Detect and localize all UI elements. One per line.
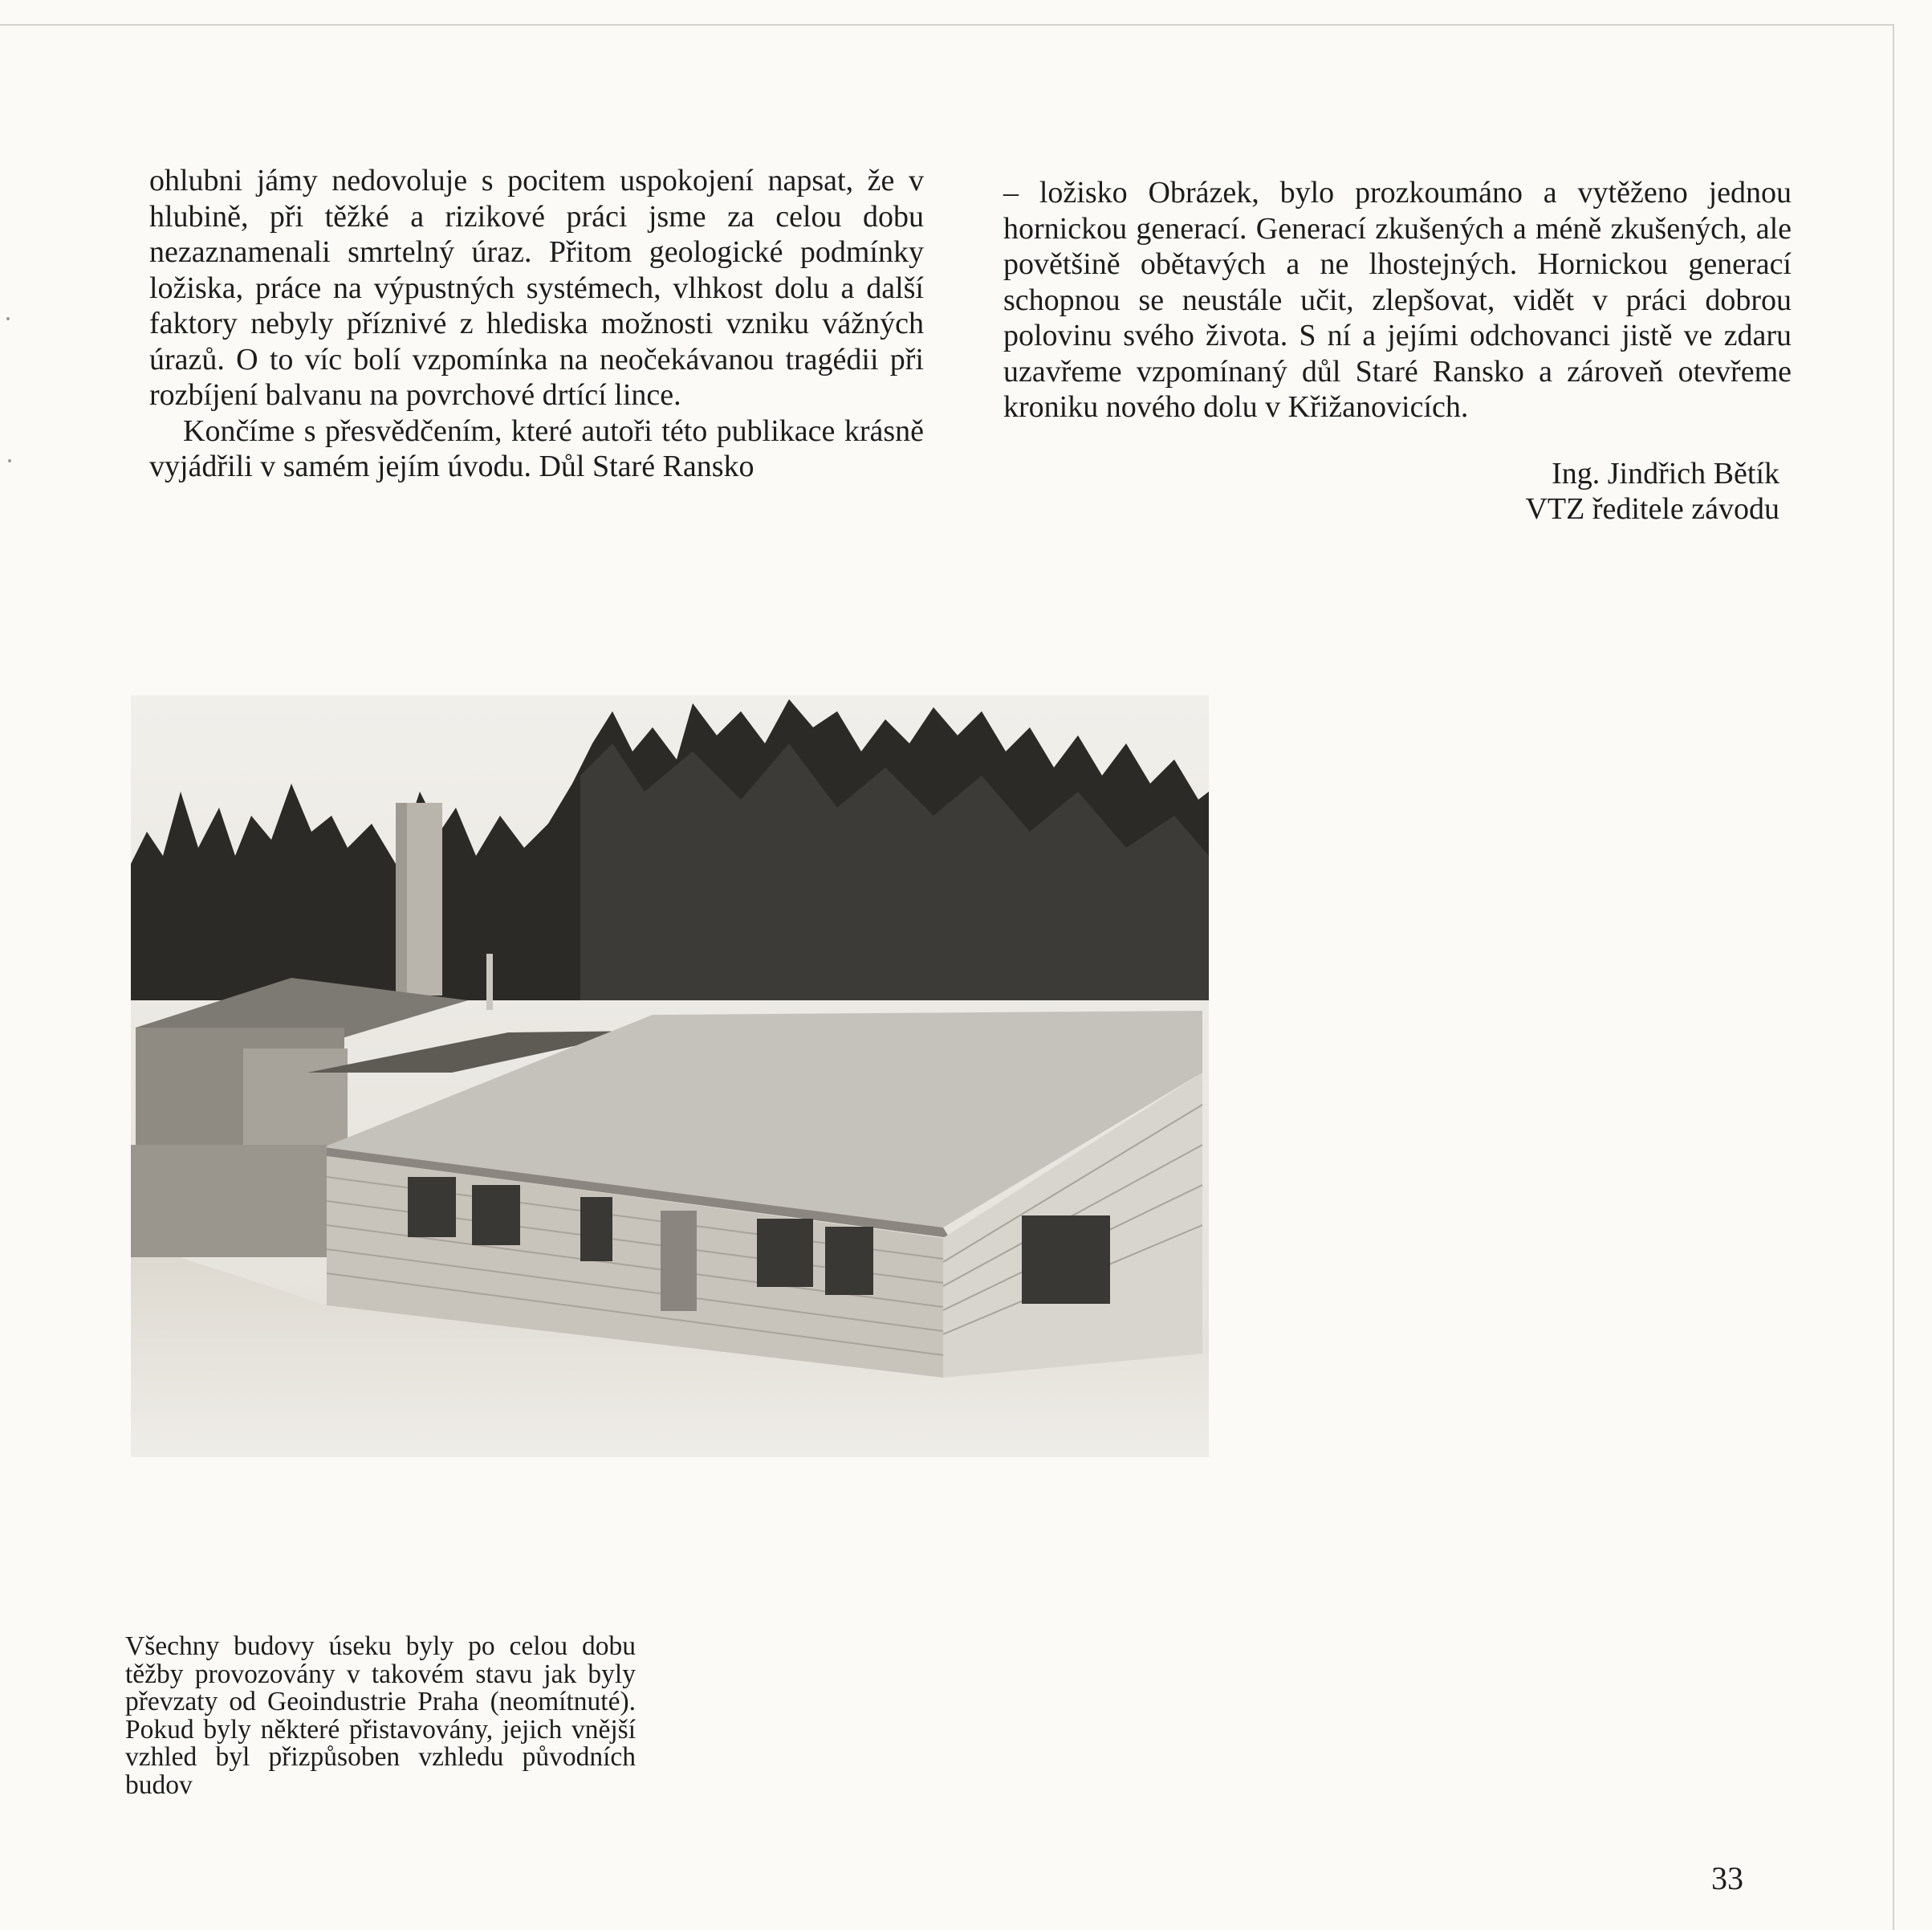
vent-pipe (486, 954, 493, 1010)
building-photograph (131, 695, 1209, 1457)
signature-name: Ing. Jindřich Bětík (1552, 457, 1779, 491)
photo-caption: Všechny budovy úseku byly po celou dobu těžby provozovány v takovém stavu jak byly převzaty od Geoindustrie Praha (neomítnuté). Pokud byly některé přistavovány, jejich vnější vzhled byl přizpůsoben vzhledu původních budov (125, 1631, 636, 1800)
page-top-edge (0, 24, 1894, 26)
signature-block (1298, 456, 1779, 527)
scan-speck (6, 317, 10, 320)
signature-title: VTZ ředitele závodu (1525, 492, 1779, 526)
body-paragraph: ohlubni jámy nedovoluje s pocitem uspokojení napsat, že v hlubině, při těžké a rizikové práci jsme za celou dobu nezaznamenali smrtelný úraz. Přitom geologické podmínky ložiska, práce na výpustných systémech, vlhkost dolu a další faktory nebyly příznivé z hlediska možnosti vzniku vážných úrazů. O to víc bolí vzpomínka na neočekávanou tragédii při rozbíjení balvanu na povrchové drtící lince. (149, 164, 924, 412)
scan-speck (8, 459, 11, 462)
page-number: 33 (1711, 1860, 1743, 1896)
body-paragraph: – ložisko Obrázek, bylo prozkoumáno a vytěženo jednou hornickou generací. Generací zkušených a méně zkušených, ale povětšině obětavých a ne lhostejných. Hornickou generací schopnou se neustále učit, zlepšovat, vidět v práci dobrou polovinu svého života. S ní a jejími odchovanci jistě ve zdaru uzavřeme vzpomínaný důl Staré Ransko a zároveň otevřeme kroniku nového dolu v Křižanovicích. (1003, 176, 1792, 424)
door (661, 1211, 697, 1311)
left-text-column (149, 163, 924, 485)
right-text-column (1003, 175, 1792, 425)
body-paragraph: Končíme s přesvědčením, které autoři této publikace krásně vyjádřili v samém jejím úvodu. Důl Staré Ransko (149, 413, 924, 483)
page-right-edge (1893, 24, 1894, 1930)
photo-illustration (131, 695, 1209, 1457)
